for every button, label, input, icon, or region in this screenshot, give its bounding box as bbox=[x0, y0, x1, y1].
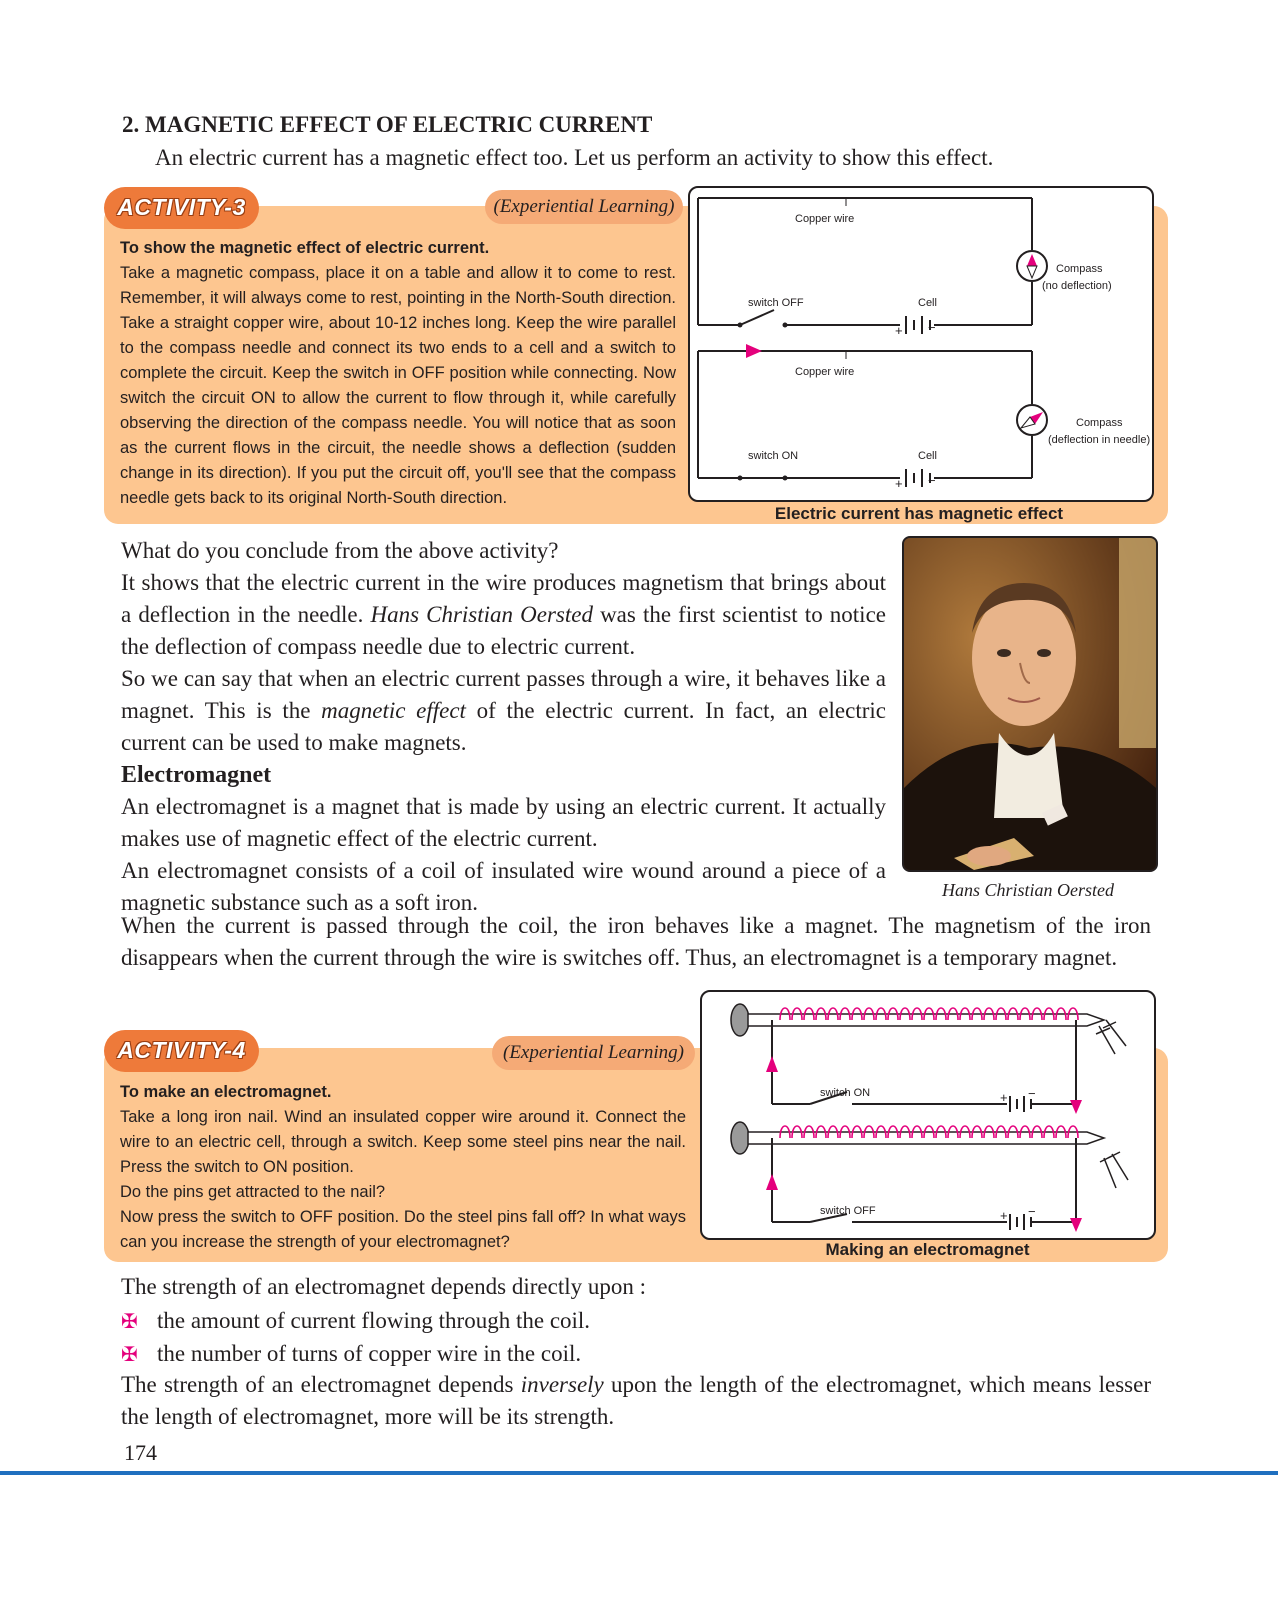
discussion-paragraph-1 bbox=[121, 567, 886, 663]
current-arrow-icon bbox=[1070, 1100, 1082, 1114]
switch-terminal-icon bbox=[738, 323, 743, 328]
p2-text-b: of the electric current. In fact, an electric current can be used to make magnets. bbox=[121, 698, 886, 755]
discussion-question: What do you conclude from the above activity? bbox=[121, 538, 559, 563]
bullet-icon: ✠ bbox=[121, 1344, 138, 1366]
activity-4-text-2: Do the pins get attracted to the nail? bbox=[120, 1183, 386, 1201]
plus-label: + bbox=[1000, 1090, 1008, 1105]
current-arrow-icon bbox=[746, 344, 762, 358]
oersted-portrait bbox=[902, 536, 1158, 872]
steel-pins-icon bbox=[1096, 1020, 1126, 1054]
compass-label: Compass bbox=[1076, 417, 1123, 429]
no-deflection-label: (no deflection) bbox=[1042, 280, 1112, 292]
copper-wire-label: Copper wire bbox=[795, 213, 855, 225]
activity-4-badge: ACTIVITY-4 bbox=[104, 1030, 259, 1072]
section-intro: An electric current has a magnetic effect too. Let us perform an activity to show this effect. bbox=[155, 145, 994, 170]
switch-terminal-icon bbox=[738, 476, 743, 481]
section-heading: 2. MAGNETIC EFFECT OF ELECTRIC CURRENT bbox=[122, 112, 653, 137]
bullet-text: the number of turns of copper wire in the coil. bbox=[157, 1341, 582, 1366]
current-arrow-icon bbox=[766, 1174, 778, 1190]
electromagnet-heading: Electromagnet bbox=[121, 762, 272, 788]
compass-circuit-diagram bbox=[688, 186, 1154, 502]
switch-off-label: switch OFF bbox=[820, 1205, 876, 1217]
activity-3-text: Take a magnetic compass, place it on a table and allow it to come to rest. Remember, it will always come to rest, pointing in the North-South direction. Take a straight copper wire, about 10-12 inches long. Keep the wire parallel to the compass needle and connect its two ends to a cell and a switch to complete the circuit. Keep the switch in OFF position while connecting. Now switch the circuit ON to allow the current to flow through it, while carefully observing the direction of the compass needle. You will notice that as soon as the current flows in the circuit, the needle shows a deflection (sudden change in its direction). If you put the circuit off, you'll see that the compass needle gets back to its original North-South direction. bbox=[120, 264, 676, 507]
compass-deflected-icon bbox=[1017, 405, 1047, 435]
deflection-label: (deflection in needle) bbox=[1048, 434, 1151, 446]
p2-text-a: So we can say that when an electric current passes through a wire, it behaves like a magnet. This is the bbox=[121, 666, 886, 723]
strength-bullet bbox=[121, 1304, 1151, 1339]
strength-text-b: upon the length of the electromagnet, which means lesser the length of electromagnet, more will be its strength. bbox=[121, 1372, 1151, 1429]
activity-3-title: To show the magnetic effect of electric current. bbox=[120, 239, 490, 257]
activity-4-text-1: Take a long iron nail. Wind an insulated copper wire around it. Connect the wire to an electric cell, through a switch. Keep some steel pins near the nail. Press the switch to ON position. bbox=[120, 1108, 686, 1176]
plus-label: + bbox=[895, 476, 903, 491]
scientist-name: Hans Christian Oersted bbox=[370, 602, 593, 627]
activity-4-title: To make an electromagnet. bbox=[120, 1083, 332, 1101]
strength-text-a: The strength of an electromagnet depends bbox=[121, 1372, 521, 1397]
minus-label: − bbox=[928, 320, 936, 335]
activity-4-tag: (Experiential Learning) bbox=[492, 1036, 695, 1070]
activity-3-body bbox=[120, 236, 676, 511]
compass-label: Compass bbox=[1056, 263, 1103, 275]
plus-label: + bbox=[895, 323, 903, 338]
activity-4-caption: Making an electromagnet bbox=[825, 1240, 1030, 1259]
discussion-paragraph-5: When the current is passed through the coil, the iron behaves like a magnet. The magnetism of the iron disappears when the current through the wire is switches off. Thus, an electromagnet is a temporary magnet. bbox=[121, 913, 1151, 970]
discussion-paragraph-4: An electromagnet consists of a coil of insulated wire wound around a piece of a magnetic substance such as a soft iron. bbox=[121, 858, 886, 915]
strength-paragraph bbox=[121, 1369, 1151, 1433]
portrait-illustration bbox=[904, 538, 1156, 870]
discussion-paragraph-3: An electromagnet is a magnet that is made by using an electric current. It actually makes use of magnetic effect of the electric current. bbox=[121, 794, 886, 851]
p1-text-b: was the first scientist to notice the deflection of compass needle due to electric current. bbox=[121, 602, 886, 659]
page-number: 174 bbox=[124, 1440, 157, 1465]
activity-3-tag: (Experiential Learning) bbox=[485, 190, 683, 224]
plus-label: + bbox=[1000, 1208, 1008, 1223]
minus-label: − bbox=[1028, 1086, 1036, 1101]
inversely-term: inversely bbox=[520, 1372, 604, 1397]
cell-icon bbox=[906, 469, 930, 487]
switch-off-label: switch OFF bbox=[748, 297, 804, 309]
cell-label: Cell bbox=[918, 297, 937, 309]
strength-bullet bbox=[121, 1337, 1151, 1372]
current-arrow-icon bbox=[1070, 1218, 1082, 1232]
strength-intro: The strength of an electromagnet depends directly upon : bbox=[121, 1274, 646, 1299]
footer-rule bbox=[0, 1471, 1278, 1475]
p1-text-a: It shows that the electric current in the wire produces magnetism that brings about a deflection in the needle. bbox=[121, 570, 886, 627]
activity-4-text-3: Now press the switch to OFF position. Do the steel pins fall off? In what ways can you increase the strength of your electromagnet? bbox=[120, 1208, 686, 1251]
fallen-pins-icon bbox=[1100, 1152, 1128, 1188]
activity-3-caption: Electric current has magnetic effect bbox=[774, 504, 1064, 523]
switch-terminal-icon bbox=[783, 476, 788, 481]
discussion-block bbox=[121, 535, 886, 919]
activity-4-body bbox=[120, 1080, 686, 1255]
minus-label: − bbox=[1028, 1204, 1036, 1219]
bullet-icon: ✠ bbox=[121, 1311, 138, 1333]
switch-on-label: switch ON bbox=[820, 1087, 871, 1099]
switch-on-label: switch ON bbox=[748, 450, 799, 462]
cell-label: Cell bbox=[918, 450, 937, 462]
compass-circuit-svg bbox=[690, 188, 1152, 500]
copper-wire-label: Copper wire bbox=[795, 366, 855, 378]
portrait-caption: Hans Christian Oersted bbox=[941, 880, 1114, 900]
current-arrow-icon bbox=[766, 1056, 778, 1072]
bullet-text: the amount of current flowing through the coil. bbox=[157, 1308, 591, 1333]
compass-no-deflection-icon bbox=[1017, 251, 1047, 281]
electromagnet-svg bbox=[702, 992, 1154, 1238]
cell-icon bbox=[906, 316, 930, 334]
discussion-paragraph-2 bbox=[121, 663, 886, 759]
magnetic-effect-term: magnetic effect bbox=[321, 698, 466, 723]
activity-3-badge: ACTIVITY-3 bbox=[104, 187, 259, 229]
electromagnet-diagram bbox=[700, 990, 1156, 1240]
switch-terminal-icon bbox=[783, 323, 788, 328]
minus-label: − bbox=[928, 473, 936, 488]
